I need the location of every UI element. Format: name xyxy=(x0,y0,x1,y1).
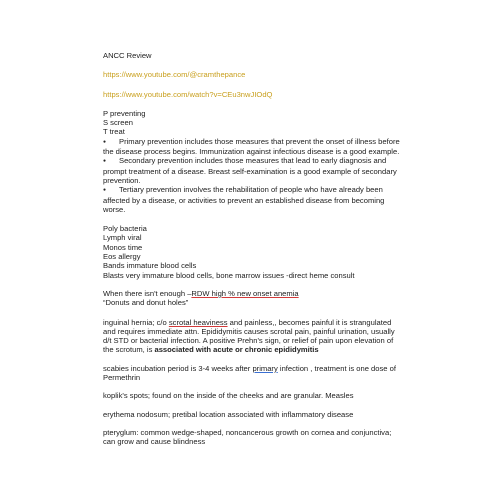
bullet-icon: ● xyxy=(103,158,107,165)
anemia-line xyxy=(103,289,403,298)
hernia-paragraph xyxy=(103,318,403,355)
koplik-paragraph: koplik's spots; found on the inside of the cheeks and are granular. Measles xyxy=(103,391,354,401)
pst-line: S screen xyxy=(103,118,133,128)
anemia-prefix: When there isn't enough – xyxy=(103,288,192,298)
document-body xyxy=(103,51,403,447)
cell-line: Bands immature blood cells xyxy=(103,261,197,271)
document-title: ANCC Review xyxy=(103,51,152,60)
pst-line: T treat xyxy=(103,127,125,137)
erythema-paragraph: erythema nodosum; pretibal location associated with inflammatory disease xyxy=(103,409,354,419)
prevention-bullets xyxy=(103,137,403,214)
bullet-text: Primary prevention includes those measures that prevent the onset of illness before the disease process begins. Immunization against infectious disease is a good example. xyxy=(103,136,400,157)
scabies-text: infection , treatment is one dose of Permethrin xyxy=(103,363,396,383)
bullet-text: Tertiary prevention involves the rehabilitation of people who have already been affected by a disease, or activities to prevent an established disease from becoming worse. xyxy=(103,185,385,214)
hernia-text: and painless,, becomes painful it is strangulated and requires immediate attn. Epididymitis causes scrotal pain, painful urination, usually d/t STD or bacterial infection. A positive Prehn's sign, or relief of pain upon elevation of the scrotum, is xyxy=(103,317,395,355)
cell-line: Eos allergy xyxy=(103,252,141,262)
cell-line: Blasts very immature blood cells, bone marrow issues -direct heme consult xyxy=(103,270,355,280)
hernia-prefix: inguinal hernia; c/o xyxy=(103,317,169,327)
bullet-icon: ● xyxy=(103,138,107,145)
cell-line: Poly bacteria xyxy=(103,224,147,234)
bullet-text: Secondary prevention includes those measures that lead to early diagnosis and prompt treatment of a disease. Breast self-examination is a good example of secondary prevention. xyxy=(103,156,397,185)
bullet-item xyxy=(103,185,403,214)
cell-line: Lymph viral xyxy=(103,233,142,243)
cell-line: Monos time xyxy=(103,242,143,252)
bullet-item xyxy=(103,137,403,157)
pst-mnemonic xyxy=(103,109,403,137)
bullet-icon: ● xyxy=(103,187,107,194)
blood-cells-list xyxy=(103,224,403,280)
donuts-line: “Donuts and donut holes” xyxy=(103,298,189,308)
pterygium-paragraph: pteryglum: common wedge-shaped, noncancerous growth on cornea and conjunctiva; can grow and cause blindness xyxy=(103,427,392,447)
hernia-bold: associated with acute or chronic epididymitis xyxy=(154,345,319,355)
anemia-note xyxy=(103,289,403,308)
scabies-paragraph xyxy=(103,364,403,383)
youtube-link-channel[interactable]: https://www.youtube.com/@cramthepance xyxy=(103,70,246,80)
pst-line: P preventing xyxy=(103,108,146,118)
scabies-prefix: scabies incubation period is 3-4 weeks after xyxy=(103,363,253,373)
scabies-underlined: primary xyxy=(252,363,278,373)
hernia-underlined: scrotal heaviness xyxy=(168,317,228,327)
bullet-item xyxy=(103,156,403,185)
anemia-underlined: RDW high % new onset anemia xyxy=(191,288,299,298)
youtube-link-video[interactable]: https://www.youtube.com/watch?v=CEu3nwJIOdQ xyxy=(103,89,273,99)
